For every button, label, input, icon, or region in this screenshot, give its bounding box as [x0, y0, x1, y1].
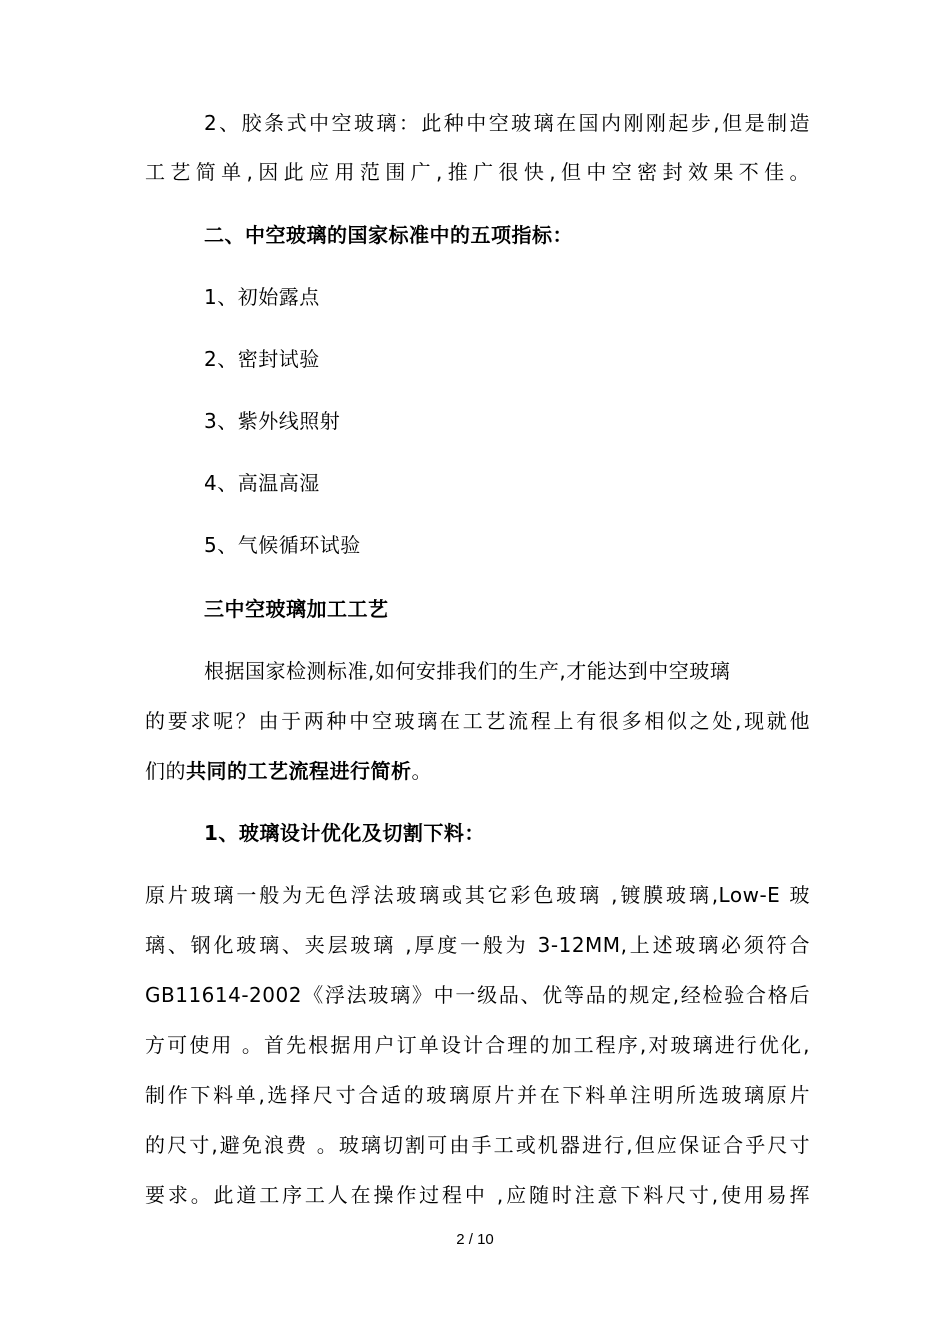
paragraph-line: 工艺简单,因此应用范围广,推广很快,但中空密封效果不佳。 — [145, 160, 810, 184]
paragraph-line: 的尺寸,避免浪费 。玻璃切割可由手工或机器进行,但应保证合乎尺寸 — [145, 1133, 810, 1157]
list-item: 3、紫外线照射 — [204, 409, 341, 433]
section-heading: 二、中空玻璃的国家标准中的五项指标： — [204, 223, 573, 247]
section-heading: 三中空玻璃加工工艺 — [204, 597, 389, 621]
paragraph-line: GB11614-2002《浮法玻璃》中一级品、优等品的规定,经检验合格后 — [145, 983, 810, 1007]
text-run: 。 — [411, 759, 432, 783]
paragraph-line: 制作下料单,选择尺寸合适的玻璃原片并在下料单注明所选玻璃原片 — [145, 1083, 810, 1107]
paragraph-line: 原片玻璃一般为无色浮法玻璃或其它彩色玻璃 ,镀膜玻璃,Low-E 玻 — [145, 883, 810, 907]
list-item: 4、高温高湿 — [204, 471, 320, 495]
text-run: 们的 — [145, 759, 186, 783]
subsection-heading: 1、玻璃设计优化及切割下料： — [204, 821, 485, 845]
list-item: 5、气候循环试验 — [204, 533, 361, 557]
paragraph-line: 的要求呢？由于两种中空玻璃在工艺流程上有很多相似之处,现就他 — [145, 709, 810, 733]
paragraph-line: 2、胶条式中空玻璃：此种中空玻璃在国内刚刚起步,但是制造 — [204, 111, 810, 135]
paragraph-line: 璃、钢化玻璃、夹层玻璃 ,厚度一般为 3-12MM,上述玻璃必须符合 — [145, 933, 810, 957]
paragraph-line: 方可使用 。首先根据用户订单设计合理的加工程序,对玻璃进行优化, — [145, 1033, 810, 1057]
paragraph-line — [145, 758, 810, 784]
page-number: 2 / 10 — [456, 1231, 494, 1248]
paragraph-line: 要求。此道工序工人在操作过程中 ,应随时注意下料尺寸,使用易挥 — [145, 1183, 810, 1207]
bold-text-run: 共同的工艺流程进行简析 — [186, 759, 412, 783]
paragraph-line: 根据国家检测标准,如何安排我们的生产,才能达到中空玻璃 — [204, 659, 731, 683]
list-item: 1、初始露点 — [204, 285, 320, 309]
list-item: 2、密封试验 — [204, 347, 320, 371]
